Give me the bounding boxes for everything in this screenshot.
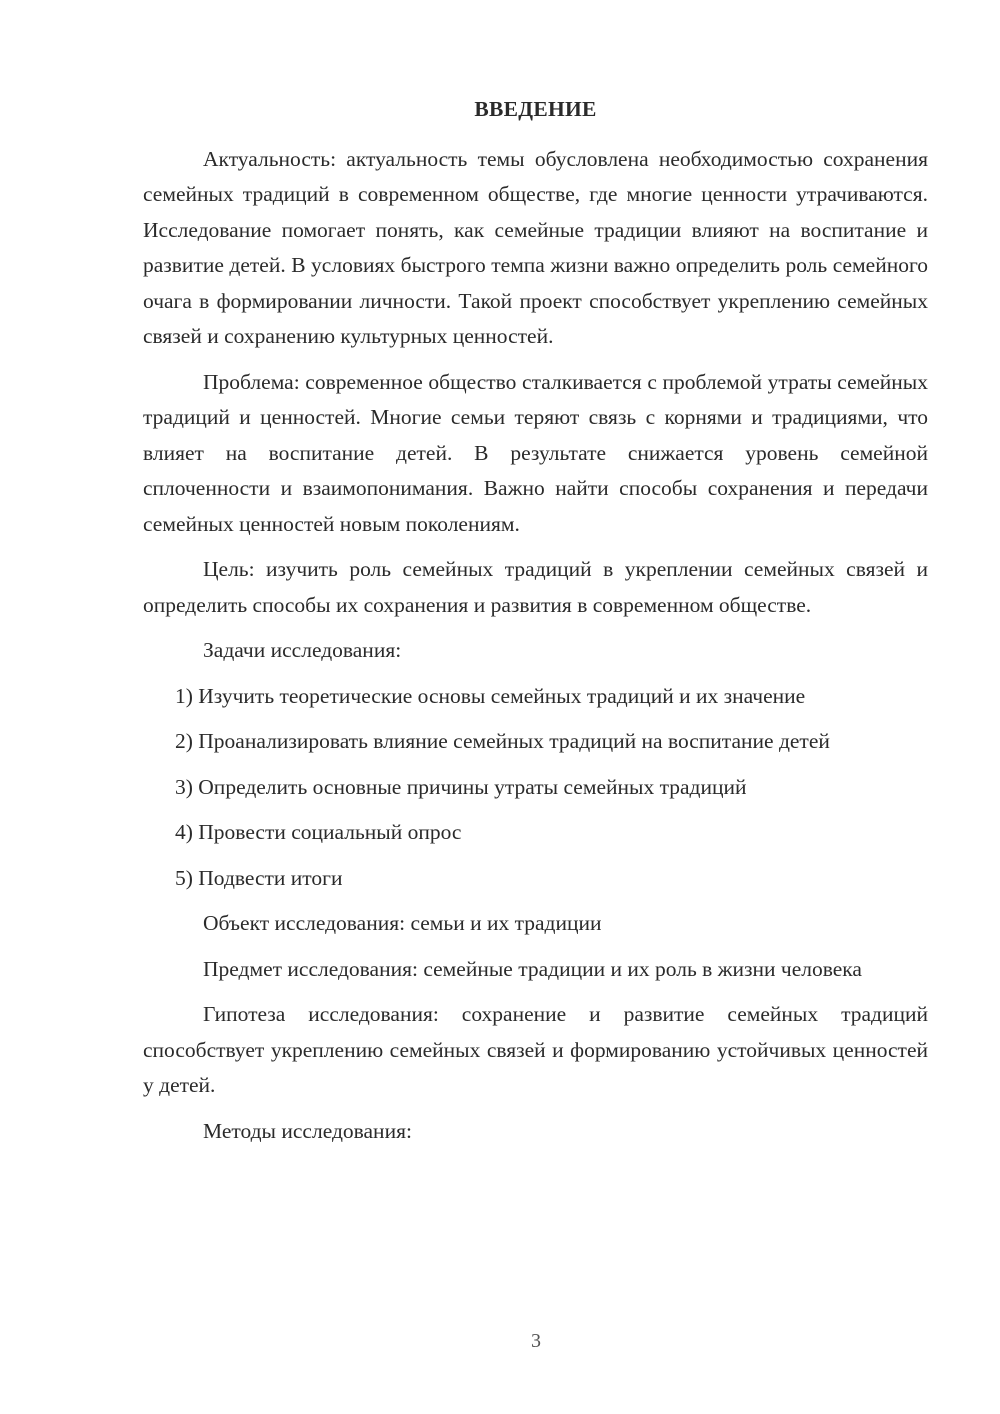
task-item: 2) Проанализировать влияние семейных традиций на воспитание детей <box>175 729 830 753</box>
task-item: 4) Провести социальный опрос <box>175 820 462 844</box>
methods-heading: Методы исследования: <box>203 1118 412 1143</box>
document-page <box>143 92 928 1159</box>
subject-paragraph: Предмет исследования: семейные традиции и их роль в жизни человека <box>203 956 862 981</box>
task-item: 5) Подвести итоги <box>175 865 343 890</box>
relevance-paragraph: Актуальность: актуальность темы обусловлена необходимостью сохранения семейных традиций в современном обществе, где многие ценности утрачиваются. Исследование помогает понять, как семейные традиции влияют на воспитание и развитие детей. В условиях быстрого темпа жизни важно определить роль семейного очага в формировании личности. Такой проект способствует укреплению семейных связей и сохранению культурных ценностей. <box>143 146 928 348</box>
hypothesis-paragraph: Гипотеза исследования: сохранение и развитие семейных традиций способствует укреплению семейных связей и формированию устойчивых ценностей у детей. <box>143 1002 928 1097</box>
problem-paragraph: Проблема: современное общество сталкивается с проблемой утраты семейных традиций и ценностей. Многие семьи теряют связь с корнями и традициями, что влияет на воспитание детей. В результате снижается уровень семейной сплоченности и взаимопонимания. Важно найти способы сохранения и передачи семейных ценностей новым поколениям. <box>143 369 928 536</box>
task-item: 3) Определить основные причины утраты семейных традиций <box>175 774 747 799</box>
task-item: 1) Изучить теоретические основы семейных традиций и их значение <box>175 683 806 708</box>
object-paragraph: Объект исследования: семьи и их традиции <box>203 911 602 935</box>
goal-paragraph: Цель: изучить роль семейных традиций в укреплении семейных связей и определить способы их сохранения и развития в современном обществе. <box>143 557 928 617</box>
tasks-heading: Задачи исследования: <box>203 638 402 662</box>
page-number: 3 <box>531 1330 541 1352</box>
page-title: ВВЕДЕНИЕ <box>474 97 597 121</box>
